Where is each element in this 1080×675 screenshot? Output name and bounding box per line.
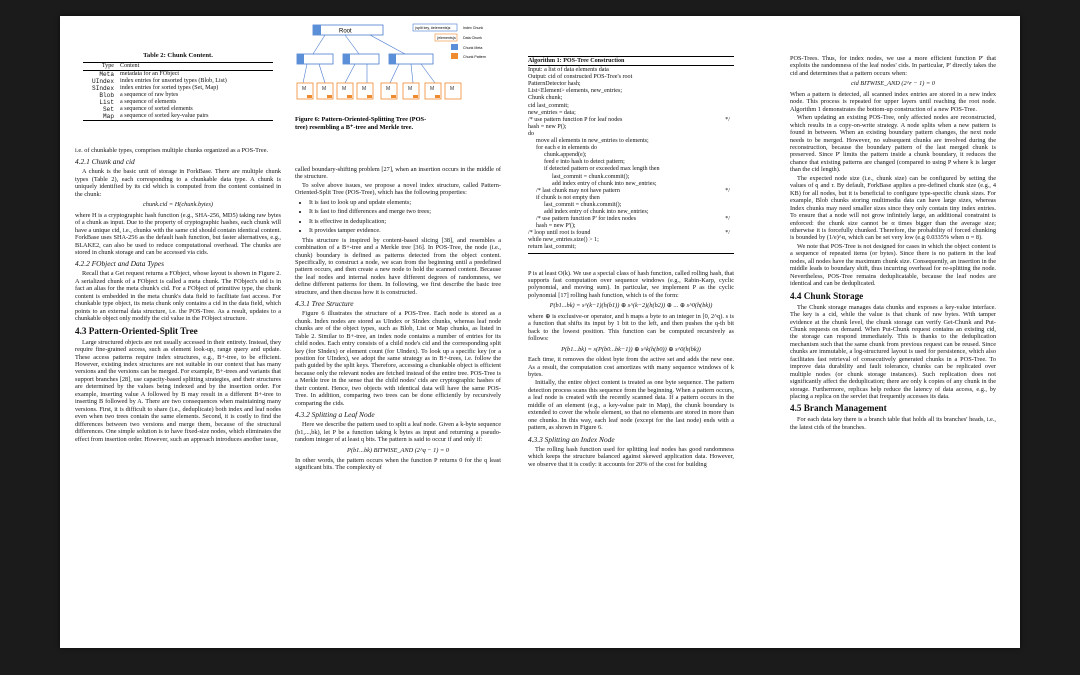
legend-text: Chunk Meta [463, 46, 483, 50]
node-letter: M [430, 86, 435, 92]
node-letter: M [342, 86, 347, 92]
algorithm-line-text: add index entry of chunk into new_entries; [544, 208, 649, 215]
algorithm-line-text: for each e in elements do [536, 145, 598, 152]
node-letter: M [386, 86, 391, 92]
table-row [83, 113, 273, 121]
algorithm-line-text: /* use pattern function P' for index nodes [536, 216, 637, 223]
list-item: • It is effective in deduplication; [309, 218, 501, 225]
table-row [83, 92, 273, 99]
algorithm-line-text: chunk.append(e); [544, 152, 587, 159]
paragraph: We note that POS-Tree is not designed for cases in which the object content is a sequence of repeated items (or bytes). Since there is no pattern in the leaf nodes, all nodes have the maximum chunk size. Consequently, an insertion in the middle leads to boundary shift, thus incurring overhead for re-splitting the node. Nevertheless, POS-Tree remains deduplicatable, because the leaf nodes are identical and can be deduplicated. [790, 242, 996, 288]
algorithm-line [528, 103, 734, 110]
table-cell: Blob [99, 92, 114, 99]
paragraph: P is at least O(k). We use a special class of hash function, called rolling hash, that supports fast computation over sequence windows (e.g., Rabin-Karp, cyclic polynomial, and moving sum). In particular, we implement P as the cyclic polynomial [17] rolling hash function, which is of the form: [528, 269, 734, 299]
figure-caption-line1: Figure 6: Pattern-Oriented-Splitting Tree (POS- [295, 116, 427, 123]
algorithm-line [528, 195, 734, 202]
paragraph: i.e. of chunkable types, comprises multiple chunks organized as a POS-Tree. [75, 147, 269, 154]
algorithm-line [528, 74, 734, 81]
equation: cid BITWISE_AND (2^r − 1) = 0 [851, 80, 935, 88]
node-letter: M [362, 86, 367, 92]
section-heading: 4.5 Branch Management [790, 403, 887, 414]
table-cell: a sequence of sorted elements [120, 106, 193, 112]
section-heading: 4.4 Chunk Storage [790, 290, 864, 301]
algorithm-line-text: PatternDetector hash; [528, 81, 581, 88]
algorithm-line-text: feed e into hash to detect pattern; [544, 159, 625, 166]
algorithm-line-text: last_commit = chunk.commit(); [544, 201, 622, 208]
table-cell: a sequence of raw bytes [120, 92, 179, 98]
algorithm-line [528, 110, 734, 117]
algorithm-line-text: Input: a list of data elements data [528, 67, 609, 74]
section-heading: 4.2.2 FObject and Data Types [75, 259, 164, 269]
table-cell: Map [83, 113, 117, 121]
table-cell: metadata for an FObject [120, 71, 180, 77]
section-heading: 4.3.3 Splitting an Index Node [528, 434, 615, 444]
algorithm-line-text: if chunk is not empty then [536, 194, 600, 201]
paragraph: Here we describe the pattern used to split a leaf node. Given a k-byte sequence (b1,...,bk), let P be a function taking k bytes as input and returning a pseudo-random integer of at least q bits. The pattern is said to occur if and only if: [295, 421, 501, 444]
paragraph: This structure is inspired by content-based slicing [38], and resembles a combination of a B+-tree and a Merkle tree [36]. In POS-Tree, the node (i.e., chunk) boundary is defined as patterns detected from the object content. Specifically, to construct a node, we scan from the beginning until a predefined pattern occurs, and then create a new node to hold the scanned content. Because the leaf nodes and internal nodes have different degrees of randomness, we define different patterns for them. In following, we first describe the basic tree structure, and then discuss how it is constructed. [295, 236, 501, 296]
algorithm-line-text: add index entry of chunk into new_entries; [552, 180, 657, 187]
list-item: • It is fast to look up and update elements; [309, 199, 501, 206]
algorithm-line [528, 237, 734, 244]
algorithm-line-text: while new_entries.size() > 1; [528, 237, 599, 244]
legend-text: {elements}s [437, 36, 456, 40]
algorithm-line-text: cid last_commit; [528, 102, 569, 109]
table-caption: Table 2: Chunk Content. [143, 52, 213, 59]
paragraph: POS-Trees. Thus, for index nodes, we use a more efficient function P' that exploits the randomness of the leaf nodes' cids. In particular, P' directly takes the cid and determines that a pattern occurs when: [790, 55, 996, 77]
algorithm-line [528, 88, 734, 95]
column-3 [528, 56, 734, 469]
table-cell: Meta [99, 71, 114, 78]
algorithm-line [528, 174, 734, 181]
figure-caption-line2: tree) resembling a B⁺-tree and Merkle tree. [295, 124, 414, 131]
algorithm-line [528, 95, 734, 102]
list-item: • It provides tamper evidence. [309, 227, 501, 234]
paragraph: A chunk is the basic unit of storage in ForkBase. There are multiple chunk types (Table 2), each corresponding to a chunkable data type. A chunk is uniquely identified by its cid which is computed from the content contained in the chunk: [75, 168, 281, 198]
root-node [313, 25, 383, 35]
algorithm-line [528, 166, 734, 173]
section-heading: 4.3.1 Tree Structure [295, 299, 354, 309]
algorithm-line-text: if detected pattern or exceeded max length then [544, 166, 660, 173]
paragraph: The Chunk storage manages data chunks and exposes a key-value interface. The key is a cid, while the value is that chunk of raw bytes. With tamper evidence at the chunk level, the chunk storage can verify Get-Chunk and Put-Chunk requests on demand. When Put-Chunk request contains an existing cid, the storage can respond immediately. This is thanks to the deduplication mechanism such that the same chunk from previous request can be reused. Since chunks are immutable, a log-structured layout is used for persistence, which also facilitates fast retrieval of consecutively generated chunks in a POS-Tree. To improve data durability and fault tolerance, chunks can be replicated over multiple nodes (or chunk storage instances). Such replication does not significantly affect the deduplication; there are only k copies of any chunk in the storage. Furthermore, replicas help reduce the latency of data access, e.g., by placing a replica on the servlet that frequently accesses its data. [790, 303, 996, 401]
algorithm-line-text: List<Element> elements, new_entries; [528, 88, 623, 95]
paragraph: called boundary-shifting problem [27], when an insertion occurs in the middle of the structure. [295, 166, 501, 181]
paragraph: Large structured objects are not usually accessed in their entirety. Instead, they require fine-grained access, such as element look-up, range query and update. These access patterns require index structures, e.g., B+-tree, to be efficient. However, existing index structures are not suitable in our context that has many versions and the versions can be merged. For example, B+-trees and variants that support branches [28], use capacity-based splitting strategies, and their structures are determined by the values being indexed and by the insertion order. For example, inserting value A followed by B may result in a different B+-tree to inserting B followed by A. There are two consequences when maintaining many versions. First, it is difficult to share (i.e., deduplicate) both index and leaf nodes even when two trees contain the same elements. Second, it is costly to find the differences between two versions and merge them, because of the structural differences. One simple solution is to have fixed-size nodes, which eliminates the effect from insertion order. However, such an approach introduces another issue, [75, 338, 281, 443]
table-cell: List [99, 99, 114, 106]
column-4 [790, 55, 996, 432]
legend-text: Index Chunk [463, 26, 484, 30]
paragraph: where H is a cryptographic hash function (e.g., SHA-256, MD5) taking raw bytes of a chunk as input. Due to the property of cryptographic hashes, each chunk will have a unique cid, i.e., chunks with the same cid should contain identical content. ForkBase uses SHA-256 as the default hash function, but faster alternatives, e.g., BLAKE2, can also be used to reduce computational overhead. The chunks are stored in chunk storage and can be accessed via cids. [75, 211, 281, 256]
table-cell: index entries for unsorted types (Blob, List) [120, 78, 227, 84]
algorithm-line-text: Output: cid of constructed POS-Tree's root [528, 74, 633, 81]
algorithm-line [528, 209, 734, 216]
algorithm-line-text: /* loop until root is found [528, 230, 591, 237]
legend-text: (split key, #elements)s [415, 26, 451, 30]
section-heading: 4.3.2 Splitting a Leaf Node [295, 410, 375, 420]
algorithm-line [528, 188, 734, 195]
root-label: Root [339, 28, 352, 35]
paragraph: In other words, the pattern occurs when the function P returns 0 for the q least significant bits. The complexity of [295, 456, 501, 472]
paper-page [60, 16, 1020, 648]
algorithm-line-text: last_commit = chunk.commit(); [552, 173, 630, 180]
algorithm-line-text: Chunk chunk; [528, 95, 563, 102]
data-chunk-nodes [297, 83, 461, 99]
paragraph: To solve above issues, we propose a novel index structure, called Pattern-Oriented-Split Tree (POS-Tree), which has the following properties: [295, 181, 501, 197]
algorithm-line-text: /* use pattern function P for leaf nodes [528, 116, 623, 123]
table-header-type: Type [83, 63, 117, 71]
algorithm-line [528, 81, 734, 88]
legend-text: Chunk Pattern [463, 55, 486, 59]
node-letter: M [322, 86, 327, 92]
table-cell: a sequence of sorted key-value pairs [117, 113, 273, 121]
table-cell: SIndex [92, 85, 114, 92]
algorithm-line [528, 131, 734, 138]
algorithm-line-text: hash = new P'(); [536, 223, 576, 230]
table-row [83, 106, 273, 113]
table-cell: a sequence of elements [120, 99, 177, 105]
algorithm-comment-end: */ [725, 216, 730, 223]
equation: P(b1...bk) BITWISE_AND (2^q − 1) = 0 [347, 446, 449, 454]
algorithm-line-text: move all elements in new_entries to elements; [536, 138, 649, 145]
algorithm-lines [528, 67, 734, 251]
column-2 [295, 166, 501, 473]
table-row [83, 71, 273, 79]
paragraph: Figure 6 illustrates the structure of a POS-Tree. Each node is stored as a chunk. Index nodes are stored as UIndex or SIndex chunks, whereas leaf node chunks are of the object types, such as Blob, List or Map chunks, as listed in Table 2. Similar to B+-tree, an index node contains a number of entries for its child nodes. Each entry consists of a child node's cid and the corresponding split key (for SIndex) or element count (for UIndex). To look up a specific key (or a position for UIndex), we adopt the same strategy as in B+-trees, i.e. follow the path guided by the split keys. Therefore, accessing a chunkable object is efficient because only the relevant nodes are fetched instead of the entire tree. POS-Tree is a Merkle tree in the sense that the child nodes' cids are cryptographic hashes of their content. Hence, two objects with identical data will have the same POS-Tree. In addition, comparing two trees can be done efficiently by recursively comparing the cids. [295, 310, 501, 407]
table-cell: index entries for sorted types (Set, Map) [120, 85, 219, 91]
paragraph: where ⊕ is exclusive-or operator, and h maps a byte to an integer in [0, 2^q). s is a function that shifts its input by 1 bit to the left, and then pushes the q-th bit back to the lowest position. This function can be computed recursively as follows: [528, 312, 734, 343]
algorithm-line [528, 124, 734, 131]
paragraph: Each time, it removes the oldest byte from the active set and adds the new one. As a result, the computation cost amortizes with many sequence windows of k bytes. [528, 356, 734, 378]
section-heading: 4.2.1 Chunk and cid [75, 157, 135, 167]
algorithm-comment-end: */ [725, 230, 730, 237]
algorithm-line-text: hash = new P(); [528, 123, 567, 130]
algorithm-line [528, 244, 734, 251]
pos-tree-figure [295, 21, 509, 135]
equation: P(b1...bk) = s^(k−1)(h(b1)) ⊕ s^(k−2)(h(b2)) ⊕ ... ⊕ s^0(h(bk)) [549, 302, 713, 310]
node-letter: M [450, 86, 455, 92]
node-letter: M [408, 86, 413, 92]
paragraph: When a pattern is detected, all scanned index entries are stored in a new index node. This process is repeated for upper layers until reaching the root node. Algorithm 1 demonstrates the bottom-up construction of a new POS-Tree. [790, 90, 996, 113]
algorithm-line-text: new_entries = data; [528, 109, 576, 116]
paragraph: Initially, the entire object content is treated as one byte sequence. The pattern detection process scans this sequence from the beginning. When a pattern occurs, a leaf node is created with the recently scanned data. If a pattern occurs in the middle of an element (e.g., a key-value pair in Map), the chunk boundary is extended to cover the whole element, so that no elements are stored in more than one chunks. In this way, each leaf node (except for the last node) ends with a pattern, as shown in Figure 6. [528, 379, 734, 432]
paragraph: Recall that a Get request returns a FObject, whose layout is shown in Figure 2. A serialized chunk of a FObject is called a meta chunk. The FObject's uid is in fact an alias for the meta chunk's cid. For a FObject of primitive type, the chunk content is embedded in the meta chunk's data field to facilitate fast access. For chunkable type object, its meta chunk only contains a cid in the data field, which points to an external data structure, i.e. the POS-Tree. As a result, updates to a chunkable object only modify the cid value in the FObject structure. [75, 270, 281, 323]
chunk-content-table [83, 62, 273, 121]
paragraph: For each data key there is a branch table that holds all its branches' heads, i.e., the latest cids of the branches. [790, 416, 996, 431]
equation: P(b1...bk) = s(P(b0...bk−1)) ⊕ s^k(h(b0)) ⊕ s^0(h(bk)) [561, 345, 701, 353]
table-row [83, 99, 273, 106]
equation: chunk.cid = H(chunk.bytes) [143, 201, 213, 209]
algorithm-comment-end: */ [725, 187, 730, 194]
algorithm-line [528, 181, 734, 188]
algorithm-line-text: return last_commit; [528, 244, 576, 251]
table-row [83, 78, 273, 85]
table-cell: Set [103, 106, 114, 113]
node-letter: M [302, 86, 307, 92]
property-list [295, 199, 501, 235]
column-1 [75, 52, 281, 444]
algorithm-comment-end: */ [725, 116, 730, 123]
index-level-nodes [297, 54, 433, 64]
paragraph: When updating an existing POS-Tree, only affected nodes are reconstructed, which results in a copy-on-write strategy. A node splits when a new pattern is found in between. When an existing boundary pattern changes, the next node needs to be merged. However, no subsequent chunks are involved during the reconstruction, because the boundary pattern of the last merged chunk is preserved. Since P' limits the pattern inside a chunk boundary, it reduces the chance that existing patterns are changed (compared to using P where k is larger than the cid length). [790, 114, 996, 174]
algorithm-line [528, 202, 734, 209]
algorithm-box [528, 56, 734, 254]
list-item: • It is fast to find differences and merge two trees; [309, 208, 501, 215]
table-row [83, 85, 273, 92]
algorithm-title: Algorithm 1: POS-Tree Construction [528, 58, 734, 66]
table-cell: UIndex [92, 78, 114, 85]
section-heading: 4.3 Pattern-Oriented-Split Tree [75, 325, 198, 336]
algorithm-line-text: do [528, 130, 535, 137]
algorithm-line [528, 117, 734, 124]
paragraph: The expected node size (i.e., chunk size) can be configured by setting the values of q and r. By default, ForkBase applies a pre-defined chunk size (e.g., 4 KB) for all nodes, but it is beneficial to configure type-specific chunk sizes. For example, Blob chunks storing multimedia data can have large sizes, whereas Index chunks may need smaller sizes since they only contain tiny index entries. To ensure that a node will not grow infinitely large, an additional constraint is enforced: the chunk size cannot be α times bigger than the average size; otherwise it is forcefully chunked. Therefore, the probability of forced chunking is bounded by (1/e)^α, which can be set very low (e.g 0.0335% when α = 8). [790, 174, 996, 242]
legend-text: Data Chunk [463, 36, 482, 40]
paragraph: The rolling hash function used for splitting leaf nodes has good randomness which keeps the structure balanced against skewed application data. However, we observe that it is costly: it accounts for 20% of the cost for building [528, 445, 734, 468]
algorithm-line-text: /* last chunk may not have pattern [536, 187, 620, 194]
table-header-content: Content [117, 63, 273, 71]
